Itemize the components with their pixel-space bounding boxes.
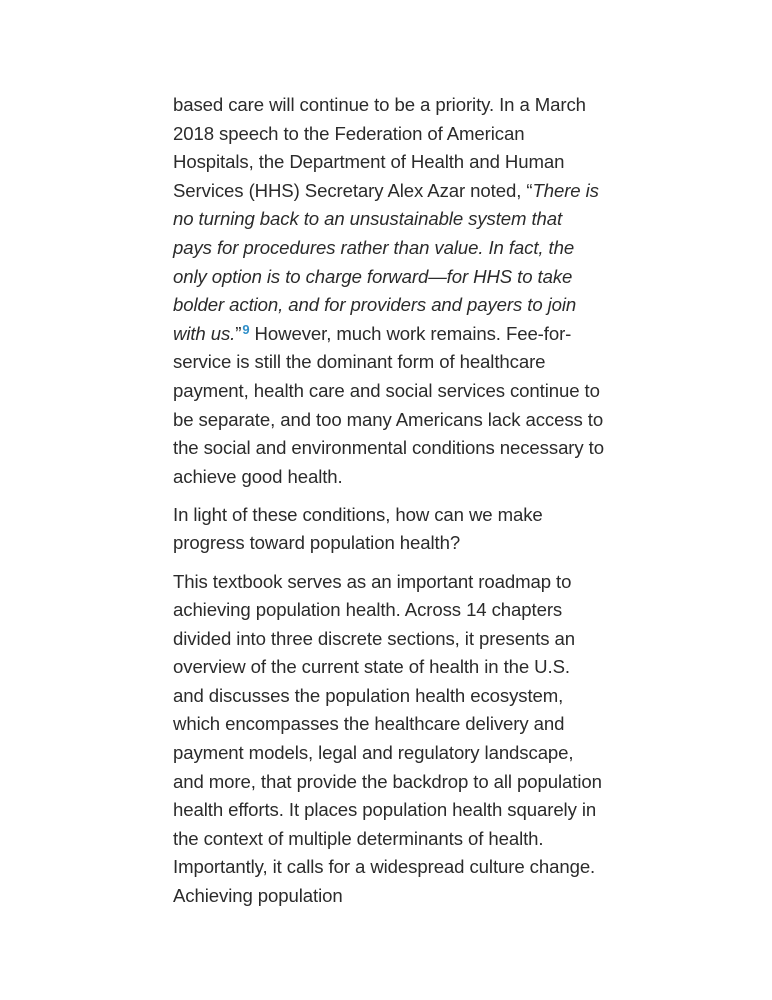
paragraph-text-after-quote: However, much work remains. Fee-for-service is still the dominant form of healthcare payment, health care and social services continue to be separate, and too many Americans lack access to the social and environmental conditions necessary to achieve good health.: [173, 322, 604, 487]
azar-quote: There is no turning back to an unsustainable system that pays for procedures rather than value. In fact, the only option is to charge forward—for HHS to take bolder action, and for providers and payers to join with us.: [173, 179, 599, 344]
paragraph-question: In light of these conditions, how can we make progress toward population health?: [173, 503, 543, 554]
paragraph-roadmap: This textbook serves as an important roadmap to achieving population health. Across 14 chapters divided into three discrete sections, it presents an overview of the current state of health in the U.S. and discusses the population health ecosystem, which encompasses the healthcare delivery and payment models, legal and regulatory landscape, and more, that provide the backdrop to all population health efforts. It places population health squarely in the context of multiple determinants of health. Importantly, it calls for a widespread culture change. Achieving population: [173, 570, 602, 907]
footnote-reference-9[interactable]: 9: [242, 321, 250, 337]
paragraph-text-before-quote: based care will continue to be a priority. In a March 2018 speech to the Federation of American Hospitals, the Department of Health and Human Services (HHS) Secretary Alex Azar noted, “: [173, 94, 586, 201]
document-body: [173, 91, 605, 920]
paragraph-azar-quote: [173, 91, 605, 491]
quote-close-mark: ”: [235, 322, 242, 344]
